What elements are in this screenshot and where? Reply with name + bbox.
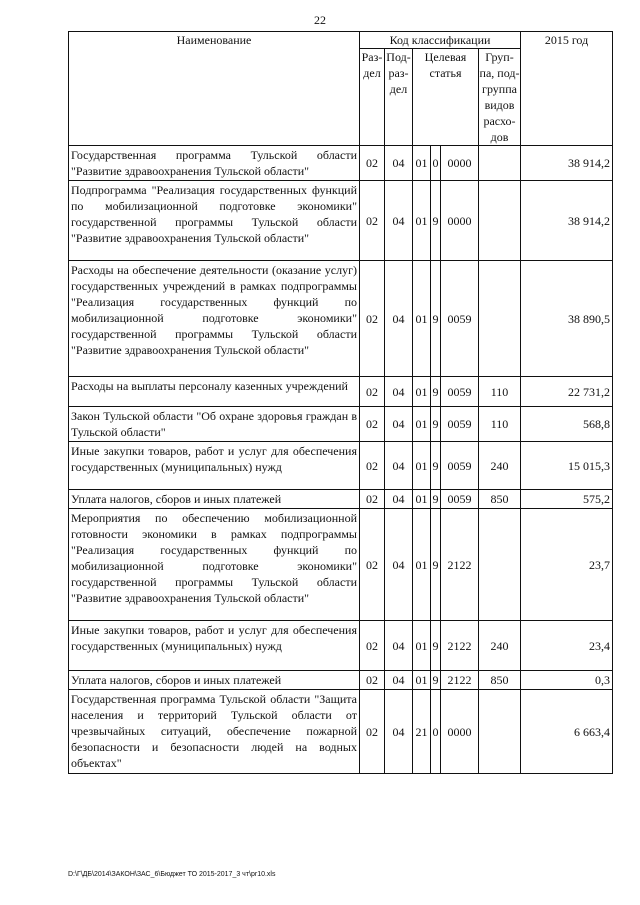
row-name: Иные закупки товаров, работ и услуг для обеспечения государственных (муниципальных) нужд <box>69 442 360 490</box>
row-name: Расходы на обеспечение деятельности (оказание услуг) государственных учреждений в рамках подпрограммы "Реализация государственных функций по мобилизационной подготовке экономики" государственной программы Тульской области "Развитие здравоохранения Тульской области" <box>69 261 360 377</box>
row-target-code: 0059 <box>441 261 479 377</box>
row-target-subprogram: 9 <box>431 377 441 407</box>
row-target-subprogram: 0 <box>431 146 441 181</box>
table-row <box>69 621 613 671</box>
row-target-program: 01 <box>413 261 431 377</box>
row-target-subprogram: 9 <box>431 407 441 442</box>
row-amount: 23,7 <box>521 509 613 621</box>
row-section: 02 <box>360 407 385 442</box>
row-name: Закон Тульской области "Об охране здоровья граждан в Тульской области" <box>69 407 360 442</box>
page-number: 22 <box>314 13 326 27</box>
row-amount: 22 731,2 <box>521 377 613 407</box>
row-amount: 38 914,2 <box>521 146 613 181</box>
row-expense-group: 240 <box>479 442 521 490</box>
row-name: Мероприятия по обеспечению мобилизационной готовности экономики в рамках подпрограммы "Реализация государственных функций по мобилизационной подготовке экономики" государственной программы Тульской области "Развитие здравоохранения Тульской области" <box>69 509 360 621</box>
table-row <box>69 146 613 181</box>
row-subsection: 04 <box>385 261 413 377</box>
row-amount: 38 914,2 <box>521 181 613 261</box>
row-target-program: 01 <box>413 181 431 261</box>
row-subsection: 04 <box>385 509 413 621</box>
table-row <box>69 442 613 490</box>
row-expense-group: 240 <box>479 621 521 671</box>
row-target-code: 2122 <box>441 621 479 671</box>
row-section: 02 <box>360 181 385 261</box>
row-target-code: 2122 <box>441 671 479 690</box>
row-amount: 15 015,3 <box>521 442 613 490</box>
row-amount: 568,8 <box>521 407 613 442</box>
header-subsection: Под-раз-дел <box>385 49 413 146</box>
row-target-program: 01 <box>413 671 431 690</box>
row-subsection: 04 <box>385 490 413 509</box>
footer-file-path: D:\Г\ДБ\2014\ЗАКОН\ЗАС_6\Бюджет ТО 2015-2017_3 чт\pr10.xls <box>68 871 276 878</box>
header-name: Наименование <box>69 32 360 146</box>
row-target-subprogram: 9 <box>431 671 441 690</box>
row-expense-group: 110 <box>479 377 521 407</box>
row-name: Иные закупки товаров, работ и услуг для обеспечения государственных (муниципальных) нужд <box>69 621 360 671</box>
table-row <box>69 377 613 407</box>
row-target-program: 01 <box>413 377 431 407</box>
header-group: Груп-па, под-группа видов расхо-дов <box>479 50 520 144</box>
row-amount: 23,4 <box>521 621 613 671</box>
row-target-program: 21 <box>413 690 431 774</box>
row-subsection: 04 <box>385 146 413 181</box>
row-target-program: 01 <box>413 490 431 509</box>
row-subsection: 04 <box>385 181 413 261</box>
header-year: 2015 год <box>521 32 613 146</box>
row-target-subprogram: 9 <box>431 181 441 261</box>
row-subsection: 04 <box>385 671 413 690</box>
row-target-code: 0059 <box>441 490 479 509</box>
row-target-code: 0000 <box>441 690 479 774</box>
row-amount: 0,3 <box>521 671 613 690</box>
row-target-subprogram: 9 <box>431 261 441 377</box>
row-section: 02 <box>360 442 385 490</box>
row-expense-group <box>479 181 521 261</box>
row-section: 02 <box>360 146 385 181</box>
row-section: 02 <box>360 490 385 509</box>
row-expense-group: 110 <box>479 407 521 442</box>
row-target-program: 01 <box>413 621 431 671</box>
row-subsection: 04 <box>385 621 413 671</box>
row-subsection: 04 <box>385 442 413 490</box>
row-expense-group: 850 <box>479 490 521 509</box>
row-expense-group <box>479 261 521 377</box>
row-target-subprogram: 9 <box>431 509 441 621</box>
row-target-subprogram: 0 <box>431 690 441 774</box>
row-expense-group <box>479 509 521 621</box>
row-section: 02 <box>360 377 385 407</box>
row-name: Подпрограмма "Реализация государственных функций по мобилизационной подготовке экономики" государственной программы Тульской области "Развитие здравоохранения Тульской области" <box>69 181 360 261</box>
row-target-code: 0000 <box>441 146 479 181</box>
row-target-code: 0059 <box>441 442 479 490</box>
table-row <box>69 407 613 442</box>
row-name: Государственная программа Тульской области "Защита населения и территорий Тульской области от чрезвычайных ситуаций, обеспечение пожарной безопасности и безопасности людей на водных объектах" <box>69 690 360 774</box>
table-row <box>69 181 613 261</box>
row-target-code: 0059 <box>441 407 479 442</box>
row-name: Государственная программа Тульской области "Развитие здравоохранения Тульской области" <box>69 146 360 181</box>
row-expense-group <box>479 146 521 181</box>
row-amount: 575,2 <box>521 490 613 509</box>
row-section: 02 <box>360 690 385 774</box>
row-name: Уплата налогов, сборов и иных платежей <box>69 490 360 509</box>
row-subsection: 04 <box>385 407 413 442</box>
row-expense-group <box>479 690 521 774</box>
header-target: Целевая статья <box>413 49 479 146</box>
header-classification: Код классификации <box>360 32 521 49</box>
table-row <box>69 671 613 690</box>
row-target-subprogram: 9 <box>431 490 441 509</box>
row-target-program: 01 <box>413 442 431 490</box>
row-expense-group: 850 <box>479 671 521 690</box>
row-target-program: 01 <box>413 146 431 181</box>
budget-table <box>68 31 613 774</box>
table-row <box>69 690 613 774</box>
table-row <box>69 490 613 509</box>
row-target-code: 0059 <box>441 377 479 407</box>
table-row <box>69 261 613 377</box>
header-section: Раз-дел <box>360 49 385 146</box>
row-amount: 38 890,5 <box>521 261 613 377</box>
row-section: 02 <box>360 671 385 690</box>
row-section: 02 <box>360 621 385 671</box>
row-target-subprogram: 9 <box>431 442 441 490</box>
row-target-subprogram: 9 <box>431 621 441 671</box>
row-name: Уплата налогов, сборов и иных платежей <box>69 671 360 690</box>
row-name: Расходы на выплаты персоналу казенных учреждений <box>69 377 360 407</box>
row-section: 02 <box>360 509 385 621</box>
row-target-program: 01 <box>413 407 431 442</box>
row-subsection: 04 <box>385 377 413 407</box>
row-target-program: 01 <box>413 509 431 621</box>
row-amount: 6 663,4 <box>521 690 613 774</box>
row-subsection: 04 <box>385 690 413 774</box>
row-section: 02 <box>360 261 385 377</box>
table-row <box>69 509 613 621</box>
row-target-code: 2122 <box>441 509 479 621</box>
row-target-code: 0000 <box>441 181 479 261</box>
